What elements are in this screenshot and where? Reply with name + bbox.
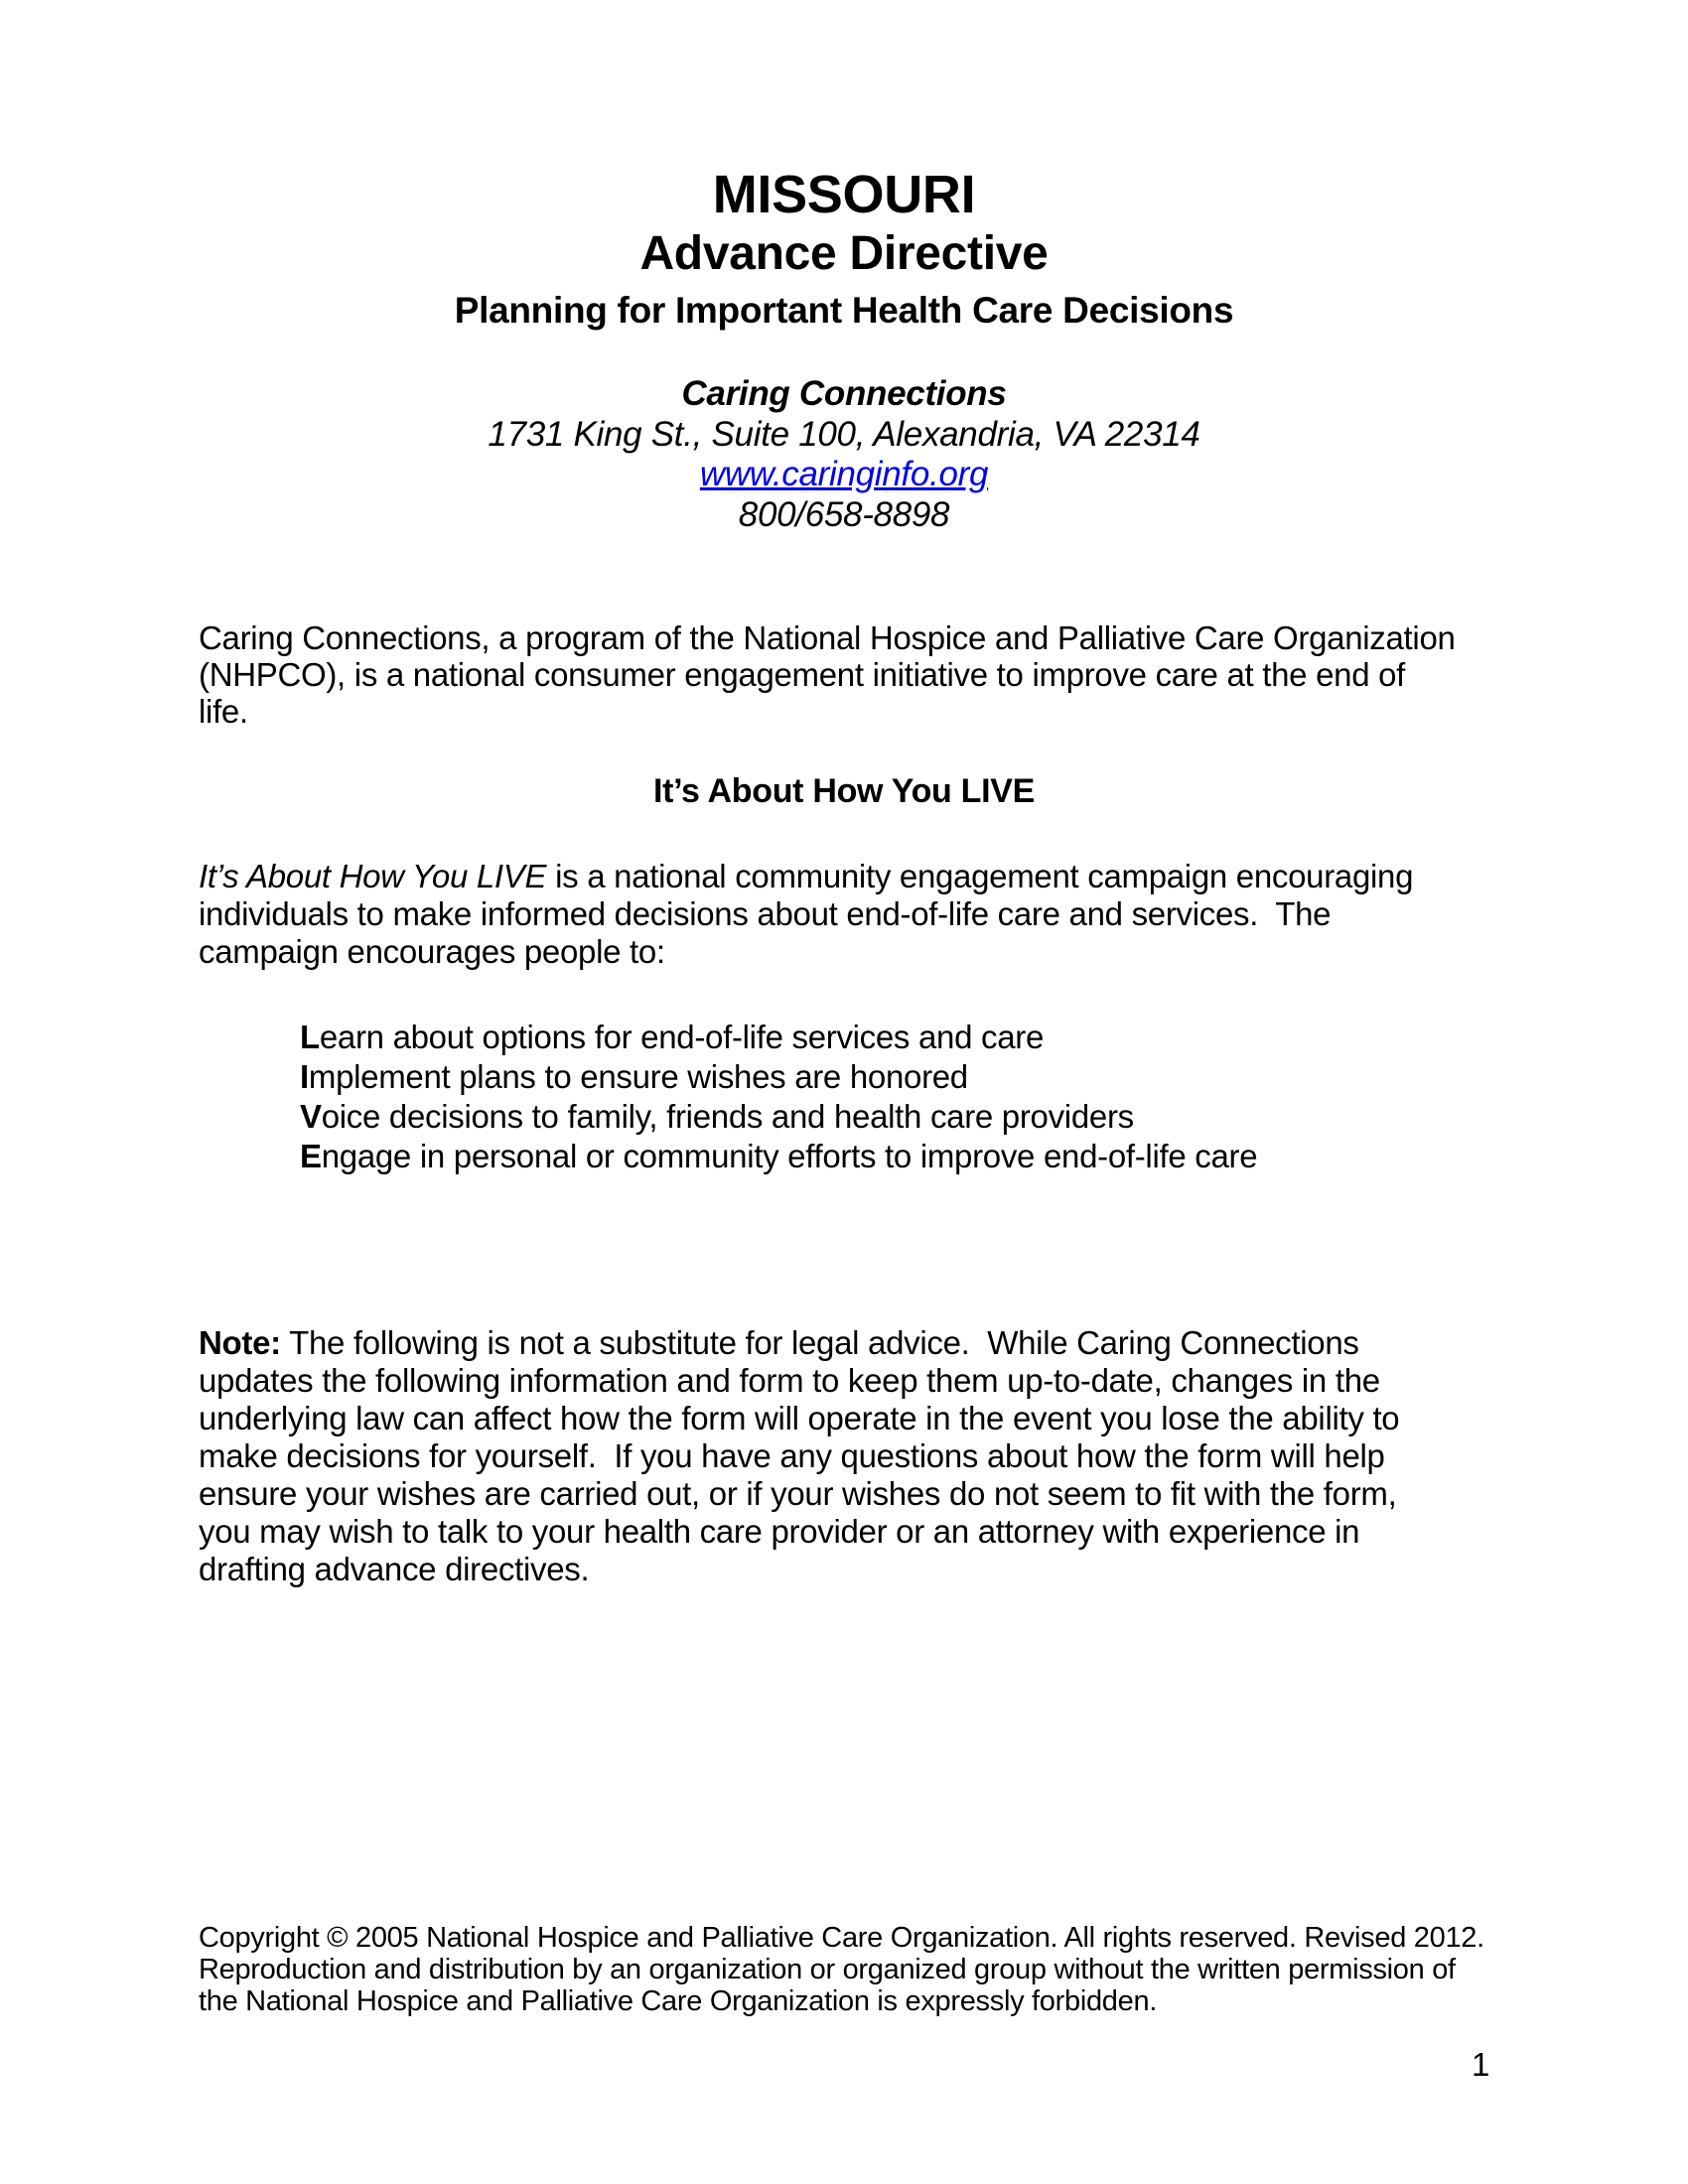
- list-item-text: ngage in personal or community efforts to improve end-of-life care: [321, 1138, 1258, 1174]
- intro-paragraph: [199, 619, 1509, 730]
- document-subtitle: Planning for Important Health Care Decisions: [454, 290, 1234, 331]
- page-number: 1: [1471, 2046, 1489, 2083]
- text-line: individuals to make informed decisions about end-of-life care and services. The: [199, 895, 1332, 932]
- document-title-state: MISSOURI: [712, 165, 976, 224]
- list-item-text: earn about options for end-of-life services and care: [319, 1019, 1045, 1055]
- org-phone: 800/658-8898: [738, 494, 950, 534]
- org-website-link[interactable]: www.caringinfo.org: [699, 455, 989, 493]
- list-item: [300, 1097, 1491, 1137]
- text-line: Copyright © 2005 National Hospice and Palliative Care Organization. All rights reserved. Revised 2012.: [199, 1922, 1484, 1954]
- list-item-initial: E: [300, 1138, 322, 1174]
- text-line: (NHPCO), is a national consumer engagement initiative to improve care at the end of: [199, 656, 1406, 693]
- text-line: underlying law can affect how the form will operate in the event you lose the ability to: [199, 1400, 1400, 1436]
- text-line: updates the following information and form to keep them up-to-date, changes in the: [199, 1362, 1380, 1399]
- campaign-paragraph: [199, 858, 1509, 971]
- list-item-initial: L: [300, 1019, 320, 1055]
- text-line: you may wish to talk to your health care provider or an attorney with experience in: [199, 1513, 1360, 1550]
- text-line: ensure your wishes are carried out, or if your wishes do not seem to fit with the form,: [199, 1475, 1397, 1512]
- list-item: [300, 1137, 1491, 1176]
- org-block: [199, 374, 1489, 535]
- note-line-rest: The following is not a substitute for legal advice. While Caring Connections: [280, 1324, 1359, 1361]
- live-list: [300, 1018, 1491, 1176]
- text-line: Reproduction and distribution by an organization or organized group without the written permission of: [199, 1954, 1456, 1985]
- list-item-text: mplement plans to ensure wishes are honored: [308, 1058, 968, 1095]
- text-line: the National Hospice and Palliative Care Organization is expressly forbidden.: [199, 1985, 1158, 2017]
- text-line: Caring Connections, a program of the National Hospice and Palliative Care Organization: [199, 619, 1456, 656]
- note-paragraph: [199, 1324, 1509, 1588]
- text-line: [199, 1324, 1509, 1362]
- text-line: make decisions for yourself. If you have any questions about how the form will help: [199, 1437, 1385, 1474]
- text-line: drafting advance directives.: [199, 1551, 590, 1587]
- org-name: Caring Connections: [681, 374, 1007, 413]
- campaign-lead-italic: It’s About How You LIVE: [199, 858, 547, 894]
- campaign-heading: It’s About How You LIVE: [652, 772, 1036, 810]
- text-line: life.: [199, 693, 248, 730]
- note-label: Note:: [199, 1324, 281, 1361]
- list-item: [300, 1057, 1491, 1097]
- org-address: 1731 King St., Suite 100, Alexandria, VA 22314: [488, 414, 1200, 454]
- list-item-initial: I: [300, 1058, 309, 1095]
- list-item-text: oice decisions to family, friends and health care providers: [321, 1098, 1134, 1135]
- copyright-footer: [199, 1922, 1509, 2017]
- text-line: campaign encourages people to:: [199, 933, 665, 970]
- list-item-initial: V: [300, 1098, 322, 1135]
- text-line: [199, 858, 1509, 895]
- campaign-lead-rest: is a national community engagement campaign encouraging: [546, 858, 1414, 894]
- list-item: [300, 1018, 1491, 1057]
- document-title-main: Advance Directive: [639, 227, 1049, 280]
